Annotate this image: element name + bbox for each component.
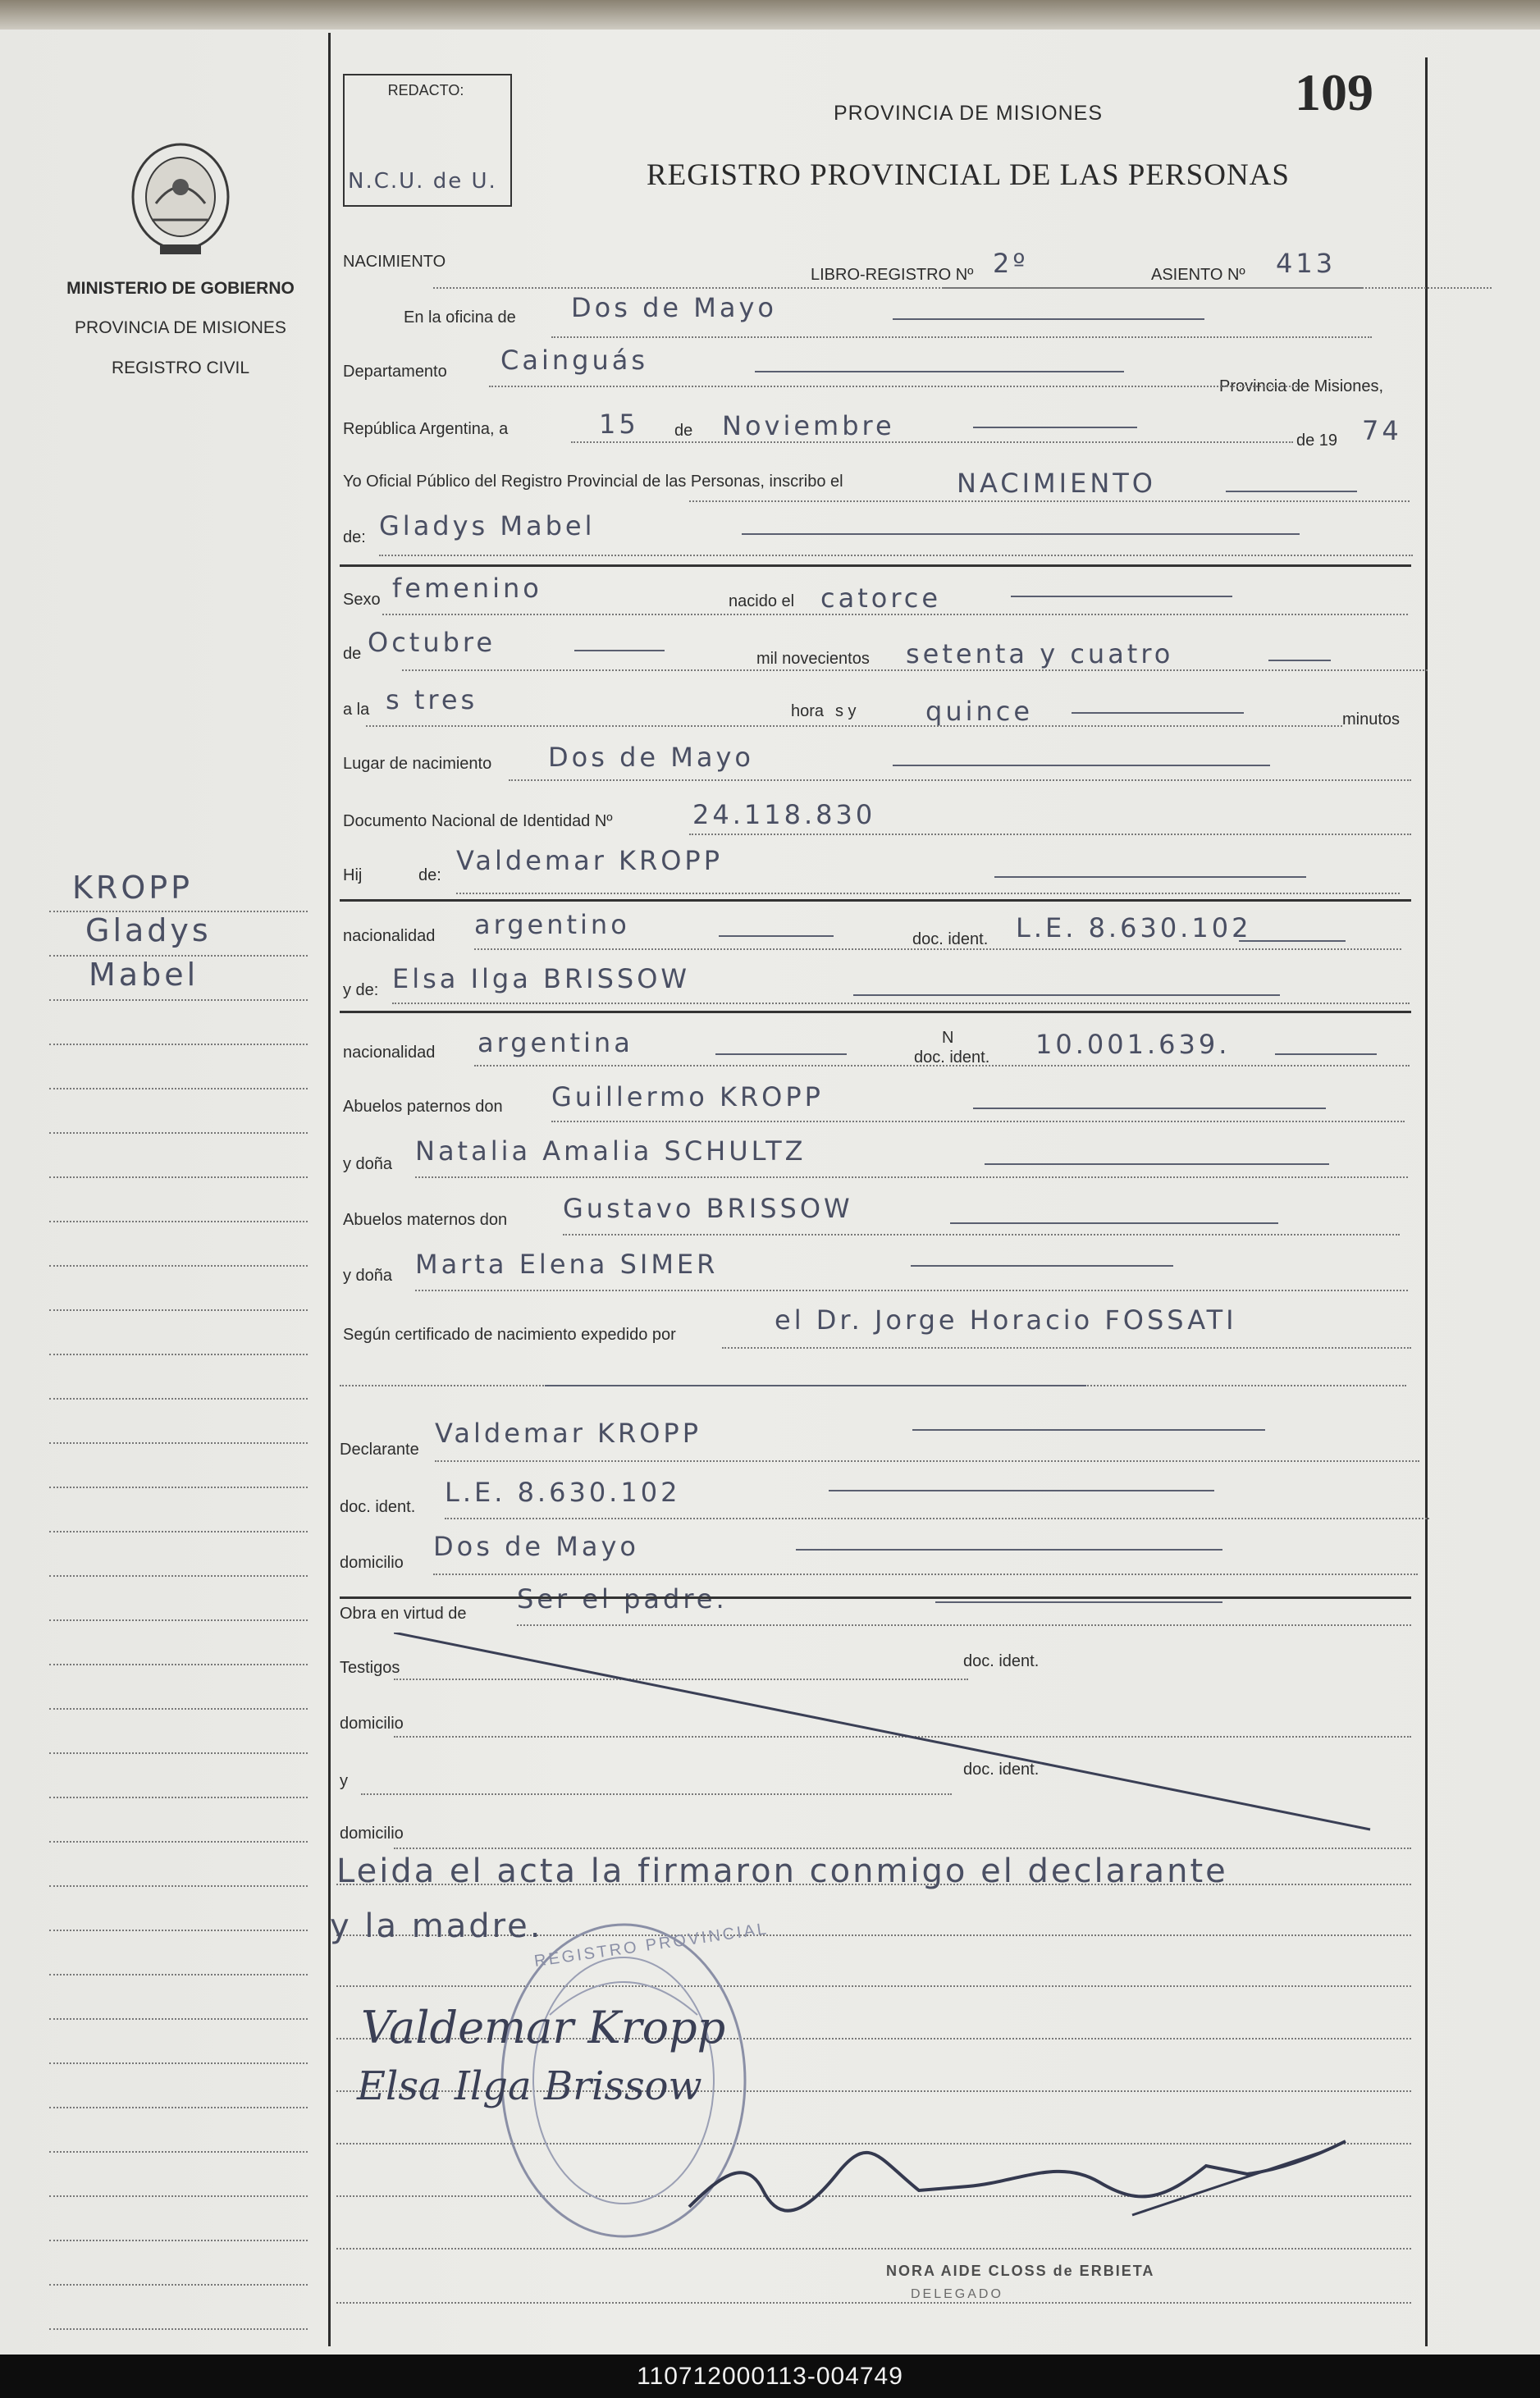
oficina-value: Dos de Mayo xyxy=(571,292,777,323)
margin-ruled-line xyxy=(49,1974,308,1975)
right-border-line xyxy=(1425,57,1428,2346)
handwritten-fill-dash xyxy=(796,1549,1222,1551)
de2-label: de xyxy=(343,645,362,663)
handwritten-fill-dash xyxy=(715,1053,847,1055)
margin-note-name2: Mabel xyxy=(89,957,199,993)
yde-label: y de: xyxy=(343,981,379,999)
name-value: Gladys Mabel xyxy=(379,510,596,541)
form-dotted-guide xyxy=(336,2302,1411,2304)
redacto-value: N.C.U. de U. xyxy=(348,169,497,194)
margin-ruled-line xyxy=(49,1930,308,1931)
form-dotted-guide xyxy=(433,1574,1418,1575)
father-doc-value: L.E. 8.630.102 xyxy=(1016,912,1252,943)
handwritten-fill-dash xyxy=(935,1601,1222,1603)
horas-label: hora xyxy=(791,702,825,720)
margin-note-surname: KROPP xyxy=(72,870,194,906)
obra-label: Obra en virtud de xyxy=(340,1605,467,1623)
nac-month-value: Octubre xyxy=(368,627,496,658)
form-dotted-guide xyxy=(509,779,1411,781)
signature-father: Valdemar Kropp xyxy=(361,2002,726,2053)
handwritten-fill-dash xyxy=(1226,491,1357,492)
republica-label: República Argentina, a xyxy=(343,420,509,438)
form-dotted-guide xyxy=(366,725,1342,727)
t-dom2-label: domicilio xyxy=(340,1825,404,1843)
ydona-pat-label: y doña xyxy=(343,1155,393,1173)
margin-ruled-line xyxy=(49,1619,308,1621)
father-value: Valdemar KROPP xyxy=(456,845,724,876)
ab-pat-label: Abuelos paternos don xyxy=(343,1098,503,1116)
form-dotted-guide xyxy=(415,1290,1408,1291)
t-doc-label: doc. ident. xyxy=(963,1652,1040,1670)
day-value: 15 xyxy=(599,409,639,440)
form-dotted-guide xyxy=(489,386,1309,387)
nacido-value: catorce xyxy=(820,582,942,614)
handwritten-fill-dash xyxy=(545,1385,1086,1386)
de-label: de xyxy=(674,422,693,440)
handwritten-fill-dash xyxy=(1275,1053,1377,1055)
margin-ruled-line xyxy=(49,999,308,1001)
ab-mat-don: Gustavo BRISSOW xyxy=(563,1193,853,1224)
form-dotted-guide xyxy=(435,1460,1419,1462)
father-nat-label: nacionalidad xyxy=(343,927,436,945)
year-label: de 19 xyxy=(1296,432,1338,450)
form-dotted-guide xyxy=(456,893,1400,894)
witness-strikeout-line xyxy=(394,1633,1378,1838)
father-nat-value: argentino xyxy=(474,909,630,940)
margin-ruled-line xyxy=(49,1442,308,1444)
horas-y: s y xyxy=(835,702,857,720)
handwritten-fill-dash xyxy=(911,1265,1173,1267)
handwritten-fill-dash xyxy=(973,1108,1326,1109)
nac-year-value: setenta y cuatro xyxy=(906,638,1174,669)
handwritten-fill-dash xyxy=(719,935,834,937)
handwritten-fill-dash xyxy=(912,1429,1265,1431)
ydona-mat-label: y doña xyxy=(343,1267,393,1285)
decl-doc-label: doc. ident. xyxy=(340,1498,416,1516)
hijo-label: Hij xyxy=(343,866,363,884)
form-section-rule xyxy=(340,1011,1411,1013)
ab-pat-dona: Natalia Amalia SCHULTZ xyxy=(415,1135,807,1167)
mother-nat-value: argentina xyxy=(478,1027,633,1058)
page-number: 109 xyxy=(1295,63,1373,121)
departamento-value: Cainguás xyxy=(500,345,648,376)
margin-ruled-line xyxy=(49,1088,308,1089)
ab-mat-dona: Marta Elena SIMER xyxy=(415,1249,719,1280)
sexo-label: Sexo xyxy=(343,591,381,609)
form-dotted-guide xyxy=(394,1848,1411,1849)
form-dotted-guide xyxy=(517,1624,1411,1626)
margin-ruled-line xyxy=(49,1841,308,1843)
archive-code-footer: 110712000113-004749 xyxy=(0,2355,1540,2398)
mil-label: mil novecientos xyxy=(756,650,870,668)
form-dotted-guide xyxy=(551,1121,1405,1122)
declarante-value: Valdemar KROPP xyxy=(435,1418,702,1449)
handwritten-fill-dash xyxy=(950,1222,1278,1224)
form-section-rule xyxy=(340,1596,1411,1599)
margin-ruled-line xyxy=(49,1398,308,1400)
handwritten-fill-dash xyxy=(1239,940,1346,942)
provincia-suffix: Provincia de Misiones, xyxy=(1219,377,1384,395)
ministry-label: MINISTERIO DE GOBIERNO xyxy=(66,279,295,298)
margin-ruled-line xyxy=(49,2062,308,2064)
ala-label: a la xyxy=(343,701,370,719)
margin-ruled-line xyxy=(49,2195,308,2197)
mother-nat-label: nacionalidad xyxy=(343,1044,436,1062)
margin-ruled-line xyxy=(49,1132,308,1134)
left-border-line xyxy=(328,33,331,2346)
father-doc-label: doc. ident. xyxy=(912,930,989,948)
form-dotted-guide xyxy=(722,1347,1411,1349)
hijo-de: de: xyxy=(418,866,441,884)
handwritten-fill-dash xyxy=(853,994,1280,996)
margin-ruled-line xyxy=(49,1309,308,1311)
form-dotted-guide xyxy=(689,834,1411,835)
asiento-value: 413 xyxy=(1276,248,1337,279)
asiento-label: ASIENTO Nº xyxy=(1151,266,1245,284)
form-dotted-guide xyxy=(336,2248,1411,2250)
month-value: Noviembre xyxy=(722,410,895,441)
oficina-label: En la oficina de xyxy=(404,308,516,327)
stamp-text: REGISTRO PROVINCIAL xyxy=(532,1920,770,1971)
t-y-label: y xyxy=(340,1772,348,1790)
margin-ruled-line xyxy=(49,1221,308,1222)
provincial-seal-icon xyxy=(123,138,238,261)
cert-label: Según certificado de nacimiento expedido por xyxy=(343,1326,676,1344)
margin-ruled-line xyxy=(49,1708,308,1710)
handwritten-fill-dash xyxy=(973,427,1137,428)
sexo-value: femenino xyxy=(392,573,542,604)
year-value: 74 xyxy=(1362,415,1402,446)
form-dotted-guide xyxy=(563,1234,1400,1236)
minutos-label: minutos xyxy=(1342,710,1401,729)
form-dotted-guide xyxy=(379,555,1413,556)
margin-ruled-line xyxy=(49,1265,308,1267)
form-section-rule xyxy=(340,899,1411,902)
t-doc2-label: doc. ident. xyxy=(963,1761,1040,1779)
declarante-label: Declarante xyxy=(340,1441,419,1459)
handwritten-fill-dash xyxy=(994,876,1306,878)
departamento-label: Departamento xyxy=(343,363,447,381)
official-signature xyxy=(673,2125,1362,2231)
dni-label: Documento Nacional de Identidad Nº xyxy=(343,812,613,830)
ab-pat-don: Guillermo KROPP xyxy=(551,1081,824,1112)
form-section-rule xyxy=(340,564,1411,567)
oficial-text: Yo Oficial Público del Registro Provincial de las Personas, inscribo el xyxy=(343,473,843,491)
registry-label: REGISTRO CIVIL xyxy=(111,359,250,377)
type-label: NACIMIENTO xyxy=(343,253,446,271)
obra-value: Ser el padre. xyxy=(517,1583,728,1615)
handwritten-fill-dash xyxy=(985,1163,1329,1165)
margin-ruled-line xyxy=(49,1575,308,1577)
handwritten-fill-dash xyxy=(742,533,1300,535)
closing-line-2: y la madre. xyxy=(330,1907,543,1945)
domicilio-label: domicilio xyxy=(340,1554,404,1572)
margin-ruled-line xyxy=(49,2284,308,2286)
min-value: quince xyxy=(925,696,1034,727)
form-dotted-guide xyxy=(402,669,1428,671)
header-province: PROVINCIA DE MISIONES xyxy=(833,102,1103,125)
form-dotted-guide xyxy=(689,500,1410,502)
form-dotted-guide xyxy=(445,1518,1429,1519)
margin-ruled-line xyxy=(49,1664,308,1665)
margin-ruled-line xyxy=(49,1885,308,1887)
handwritten-fill-dash xyxy=(829,1490,1214,1491)
closing-line-1: Leida el acta la firmaron conmigo el declarante xyxy=(336,1852,1228,1890)
form-dotted-guide xyxy=(382,614,1408,615)
nacido-label: nacido el xyxy=(729,592,795,610)
form-dotted-guide xyxy=(392,1003,1410,1004)
hora-value: s tres xyxy=(386,684,478,715)
mother-value: Elsa Ilga BRISSOW xyxy=(392,963,691,994)
margin-ruled-line xyxy=(49,2107,308,2108)
inscribo-value: NACIMIENTO xyxy=(957,468,1156,499)
margin-ruled-line xyxy=(49,1354,308,1355)
handwritten-fill-dash xyxy=(1268,660,1331,661)
handwritten-fill-dash xyxy=(755,371,1124,372)
margin-ruled-line xyxy=(49,1487,308,1488)
form-dotted-guide xyxy=(944,287,1362,289)
form-dotted-guide xyxy=(551,336,1372,338)
mother-doc-sup: N xyxy=(942,1029,954,1047)
signature-mother: Elsa Ilga Brissow xyxy=(357,2063,702,2109)
ab-mat-label: Abuelos maternos don xyxy=(343,1211,508,1229)
margin-ruled-line xyxy=(49,1531,308,1532)
cert-value: el Dr. Jorge Horacio FOSSATI xyxy=(775,1304,1237,1336)
de-name-label: de: xyxy=(343,528,366,546)
handwritten-fill-dash xyxy=(1072,712,1244,714)
handwritten-fill-dash xyxy=(893,318,1204,320)
page-top-edge xyxy=(0,0,1540,30)
margin-ruled-line xyxy=(49,2018,308,2020)
margin-note-name1: Gladys xyxy=(85,912,212,948)
form-dotted-guide xyxy=(474,1065,1410,1067)
dni-value: 24.118.830 xyxy=(692,799,876,830)
mother-doc-label: doc. ident. xyxy=(914,1048,990,1067)
form-dotted-guide xyxy=(415,1176,1408,1178)
margin-ruled-line xyxy=(49,2151,308,2153)
margin-ruled-line xyxy=(49,2328,308,2330)
t-dom-label: domicilio xyxy=(340,1715,404,1733)
margin-ruled-line xyxy=(49,1044,308,1045)
decl-doc-value: L.E. 8.630.102 xyxy=(445,1477,681,1508)
form-dotted-guide xyxy=(571,441,1293,443)
header-title: REGISTRO PROVINCIAL DE LAS PERSONAS xyxy=(647,158,1290,192)
mother-doc-value: 10.001.639. xyxy=(1035,1029,1231,1060)
margin-ruled-line xyxy=(49,1752,308,1754)
official-name: NORA AIDE CLOSS de ERBIETA xyxy=(886,2263,1155,2279)
handwritten-fill-dash xyxy=(574,650,665,651)
margin-ruled-line xyxy=(49,1797,308,1798)
form-dotted-guide xyxy=(474,948,1401,950)
margin-ruled-line xyxy=(49,1176,308,1178)
province-label: PROVINCIA DE MISIONES xyxy=(75,318,286,337)
handwritten-fill-dash xyxy=(893,765,1270,766)
testigos-label: Testigos xyxy=(340,1659,400,1677)
lugar-label: Lugar de nacimiento xyxy=(343,755,492,773)
libro-label: LIBRO-REGISTRO Nº xyxy=(811,266,974,284)
lugar-value: Dos de Mayo xyxy=(548,742,754,773)
libro-value: 2º xyxy=(993,248,1029,279)
margin-ruled-line xyxy=(49,2240,308,2241)
domicilio-value: Dos de Mayo xyxy=(433,1531,639,1562)
redacto-label: REDACTO: xyxy=(387,82,464,98)
official-title: DELEGADO xyxy=(911,2287,1003,2301)
handwritten-fill-dash xyxy=(1011,596,1232,597)
